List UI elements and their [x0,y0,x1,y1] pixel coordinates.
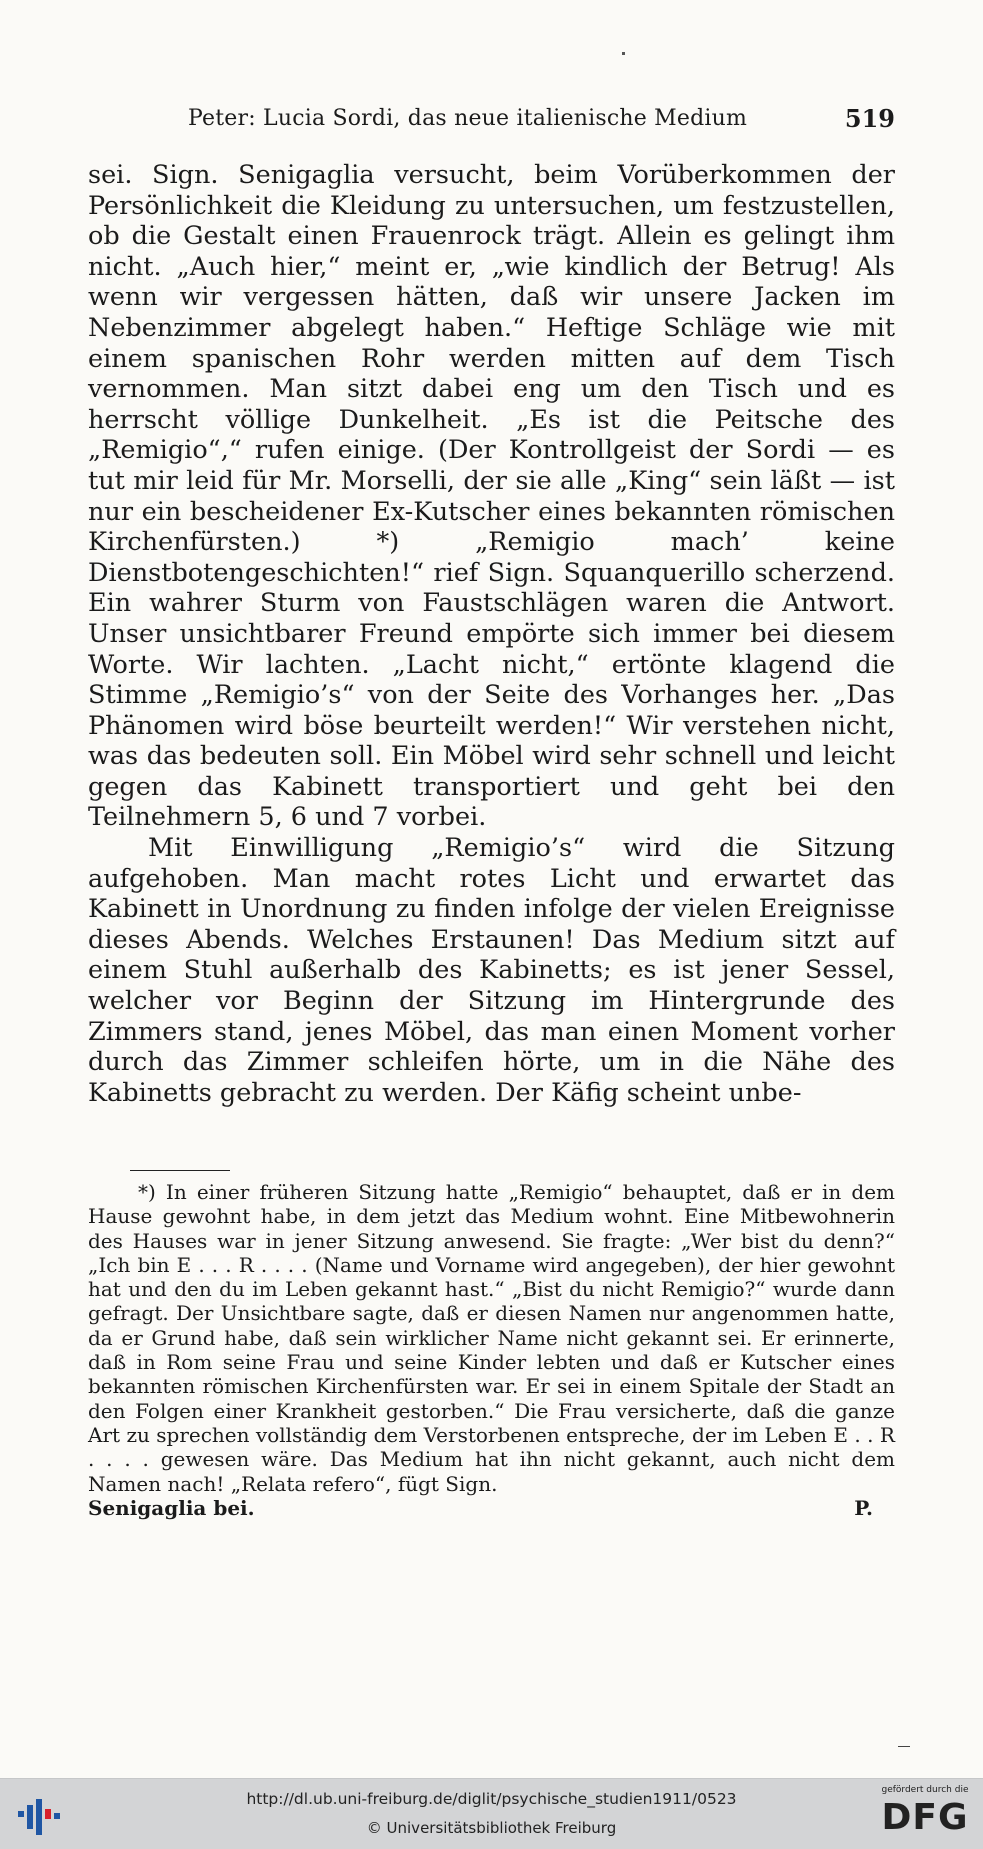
footnote [88,1180,895,1522]
footnote-text: *) In einer früheren Sitzung hatte „Remigio“ behauptet, daß er in dem Hause gewohnt habe, in dem jetzt das Medium wohnt. Eine Mitbewohnerin des Hauses war in jener Sitzung anwesend. Sie fragte: „Wer bist du denn?“ „Ich bin E . . . R . . . . (Name und Vorname wird angegeben), der hier gewohnt hat und den du im Leben gekannt hast.“ „Bist du nicht Remigio?“ wurde dann gefragt. Der Unsichtbare sagte, daß er diesen Namen nur angenommen hatte, da er Grund habe, daß sein wirklicher Name nicht gekannt sei. Er erinnerte, daß in Rom seine Frau und seine Kinder lebten und daß er Kutscher eines bekannten römischen Kirchenfürsten war. Er sei in einem Spitale der Stadt an den Folgen einer Krankheit gestorben.“ Die Frau versicherte, daß die ganze Art zu sprechen vollständig dem Verstorbenen entspreche, der im Leben E . . R . . . . gewesen wäre. Das Medium hat ihn nicht gekannt, auch nicht dem Namen nach! „Relata refero“, fügt Sign. [88,1180,895,1496]
footnote-signoff-right: P. [854,1495,873,1520]
scan-dash [898,1746,910,1747]
scan-speck [622,52,625,55]
footnote-signoff-left: Senigaglia bei. [88,1495,255,1520]
running-title: Peter: Lucia Sordi, das neue italienische Medium [188,106,748,131]
page-number: 519 [844,104,895,133]
main-text [88,160,895,1108]
dfg-logo-text: DFG [881,1797,969,1838]
body-paragraph: Mit Einwilligung „Remigio’s“ wird die Sitzung aufgehoben. Man macht rotes Licht und erwartet das Kabinett in Unordnung zu finden infolge der vielen Ereignisse dieses Abends. Welches Erstaunen! Das Medium sitzt auf einem Stuhl außerhalb des Kabinetts; es ist jener Sessel, welcher vor Beginn der Sitzung im Hintergrunde des Zimmers stand, jenes Möbel, das man einen Moment vorher durch das Zimmer schleifen hörte, um in die Nähe des Kabinetts gebracht zu werden. Der Käfig scheint unbe- [88,833,895,1108]
dfg-logo[interactable] [877,1785,973,1845]
dfg-caption: gefördert durch die [881,1785,969,1795]
footnote-divider [130,1170,230,1171]
body-paragraph: sei. Sign. Senigaglia versucht, beim Vorüberkommen der Persönlichkeit die Kleidung zu untersuchen, um festzustellen, ob die Gestalt einen Frauenrock trägt. Allein es gelingt ihm nicht. „Auch hier,“ meint er, „wie kindlich der Betrug! Als wenn wir vergessen hätten, daß wir unsere Jacken im Nebenzimmer abgelegt haben.“ Heftige Schläge wie mit einem spanischen Rohr werden mitten auf dem Tisch vernommen. Man sitzt dabei eng um den Tisch und es herrscht völlige Dunkelheit. „Es ist die Peitsche des „Remigio“,“ rufen einige. (Der Kontrollgeist der Sordi — es tut mir leid für Mr. Morselli, der sie alle „King“ sein läßt — ist nur ein bescheidener Ex-Kutscher eines bekannten römischen Kirchenfürsten.) *) „Remigio mach’ keine Dienstbotengeschichten!“ rief Sign. Squanquerillo scherzend. Ein wahrer Sturm von Faustschlägen waren die Antwort. Unser unsichtbarer Freund empörte sich immer bei diesem Worte. Wir lachten. „Lacht nicht,“ ertönte klagend die Stimme „Remigio’s“ von der Seite des Vorhanges her. „Das Phänomen wird böse beurteilt werden!“ Wir verstehen nicht, was das bedeuten soll. Ein Möbel wird sehr schnell und leicht gegen das Kabinett transportiert und geht bei den Teilnehmern 5, 6 und 7 vorbei. [88,160,895,833]
footnote-signoff [88,1496,895,1522]
permalink-url[interactable]: http://dl.ub.uni-freiburg.de/diglit/psychische_studien1911/0523 [246,1790,737,1808]
viewer-footer-bar [0,1778,983,1849]
copyright-notice: © Universitätsbibliothek Freiburg [366,1819,617,1837]
page-header [88,100,895,136]
